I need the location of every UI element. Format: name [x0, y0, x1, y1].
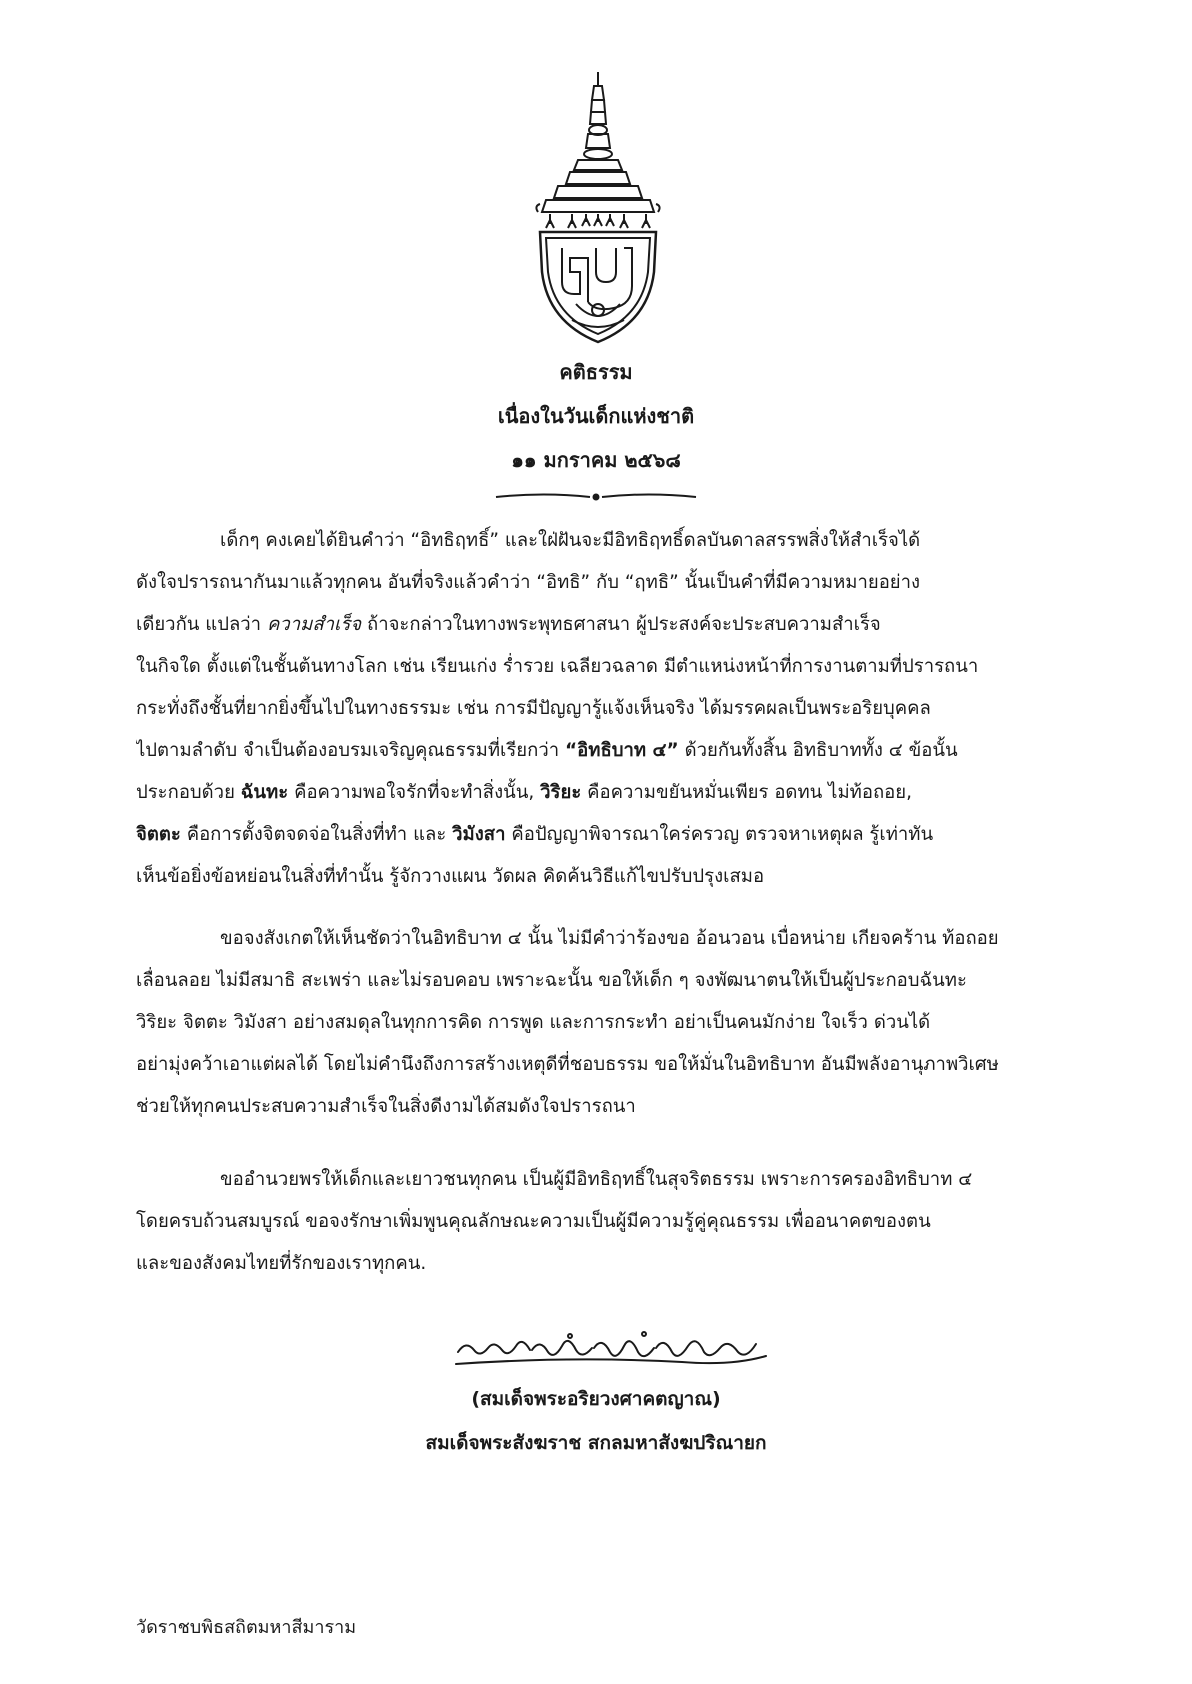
- paragraph-line: ในกิจใด ตั้งแต่ในชั้นต้นทางโลก เช่น เรียนเก่ง ร่ำรวย เฉลียวฉลาด มีตำแหน่งหน้าที่การงานตามที่ปรารถนา: [136, 656, 979, 677]
- paragraph-line: เด็กๆ คงเคยได้ยินคำว่า “อิทธิฤทธิ์” และใฝ่ฝันจะมีอิทธิฤทธิ์ดลบันดาลสรรพสิ่งให้สำเร็จได้: [220, 530, 921, 551]
- paragraph-line: ขออำนวยพรให้เด็กและเยาวชนทุกคน เป็นผู้มีอิทธิฤทธิ์ในสุจริตธรรม เพราะการครองอิทธิบาท ๔: [220, 1169, 973, 1190]
- paragraph-line: กระทั่งถึงชั้นที่ยากยิ่งขึ้นไปในทางธรรมะ เช่น การมีปัญญารู้แจ้งเห็นจริง ได้มรรคผลเป็นพระอริยบุคคล: [136, 698, 931, 719]
- emphasis-term: ความสำเร็จ: [266, 614, 362, 635]
- paragraph-3: [136, 1159, 1062, 1285]
- ornamental-divider: [494, 490, 698, 504]
- paragraph-line: เลื่อนลอย ไม่มีสมาธิ สะเพร่า และไม่รอบคอบ เพราะฉะนั้น ขอให้เด็ก ๆ จงพัฒนาตนให้เป็นผู้ประกอบฉันทะ: [136, 970, 967, 991]
- bold-term: จิตตะ: [136, 824, 181, 845]
- date-heading: ๑๑ มกราคม ๒๕๖๘: [511, 448, 681, 472]
- paragraph-line: อย่ามุ่งคว้าเอาแต่ผลได้ โดยไม่คำนึงถึงการสร้างเหตุดีที่ชอบธรรม ขอให้มั่นในอิทธิบาท อันมีพลังอานุภาพวิเศษ: [136, 1054, 999, 1075]
- signatory-title: สมเด็จพระสังฆราช สกลมหาสังฆปริณายก: [425, 1432, 767, 1454]
- document-title: คติธรรม: [559, 360, 633, 384]
- paragraph-2: [136, 918, 1062, 1128]
- paragraph-line: และของสังคมไทยที่รักของเราทุกคน.: [136, 1253, 427, 1274]
- paragraph-line: ประกอบด้วย ฉันทะ คือความพอใจรักที่จะทำสิ่งนั้น, วิริยะ คือความขยันหมั่นเพียร อดทน ไม่ท้อถอย,: [136, 782, 913, 803]
- paragraph-line: ไปตามลำดับ จำเป็นต้องอบรมเจริญคุณธรรมที่เรียกว่า “อิทธิบาท ๔” ด้วยกันทั้งสิ้น อิทธิบาททั้ง ๔ ข้อนั้น: [136, 740, 958, 761]
- paragraph-1: [136, 520, 1062, 898]
- bold-term: วิริยะ: [540, 782, 582, 803]
- paragraph-line: วิริยะ จิตตะ วิมังสา อย่างสมดุลในทุกการคิด การพูด และการกระทำ อย่าเป็นคนมักง่าย ใจเร็ว ด่วนได้: [136, 1012, 931, 1033]
- signatory-name: (สมเด็จพระอริยวงศาคตญาณ): [471, 1388, 721, 1410]
- paragraph-line: ขอจงสังเกตให้เห็นชัดว่าในอิทธิบาท ๔ นั้น ไม่มีคำว่าร้องขอ อ้อนวอน เบื่อหน่าย เกียจคร้าน ท้อถอย: [220, 928, 999, 949]
- royal-emblem-icon: [532, 72, 664, 344]
- paragraph-line: โดยครบถ้วนสมบูรณ์ ขอจงรักษาเพิ่มพูนคุณลักษณะความเป็นผู้มีความรู้คู่คุณธรรม เพื่ออนาคตของตน: [136, 1211, 931, 1232]
- bold-term: วิมังสา: [452, 824, 506, 845]
- bold-term: “อิทธิบาท ๔”: [565, 740, 679, 761]
- temple-footer: วัดราชบพิธสถิตมหาสีมาราม: [136, 1617, 357, 1638]
- paragraph-line: ช่วยให้ทุกคนประสบความสำเร็จในสิ่งดีงามได้สมดังใจปรารถนา: [136, 1096, 636, 1117]
- paragraph-line: เห็นข้อยิ่งข้อหย่อนในสิ่งที่ทำนั้น รู้จักวางแผน วัดผล คิดค้นวิธีแก้ไขปรับปรุงเสมอ: [136, 866, 765, 887]
- occasion-heading: เนื่องในวันเด็กแห่งชาติ: [497, 404, 695, 428]
- paragraph-line: เดียวกัน แปลว่า ความสำเร็จ ถ้าจะกล่าวในทางพระพุทธศาสนา ผู้ประสงค์จะประสบความสำเร็จ: [136, 614, 881, 635]
- bold-term: ฉันทะ: [240, 782, 289, 803]
- handwritten-signature: [452, 1322, 770, 1376]
- paragraph-line: จิตตะ คือการตั้งจิตจดจ่อในสิ่งที่ทำ และ วิมังสา คือปัญญาพิจารณาใคร่ครวญ ตรวจหาเหตุผล รู้เท่าทัน: [136, 824, 934, 845]
- paragraph-line: ดังใจปรารถนากันมาแล้วทุกคน อันที่จริงแล้วคำว่า “อิทธิ” กับ “ฤทธิ” นั้นเป็นคำที่มีความหมายอย่าง: [136, 572, 921, 593]
